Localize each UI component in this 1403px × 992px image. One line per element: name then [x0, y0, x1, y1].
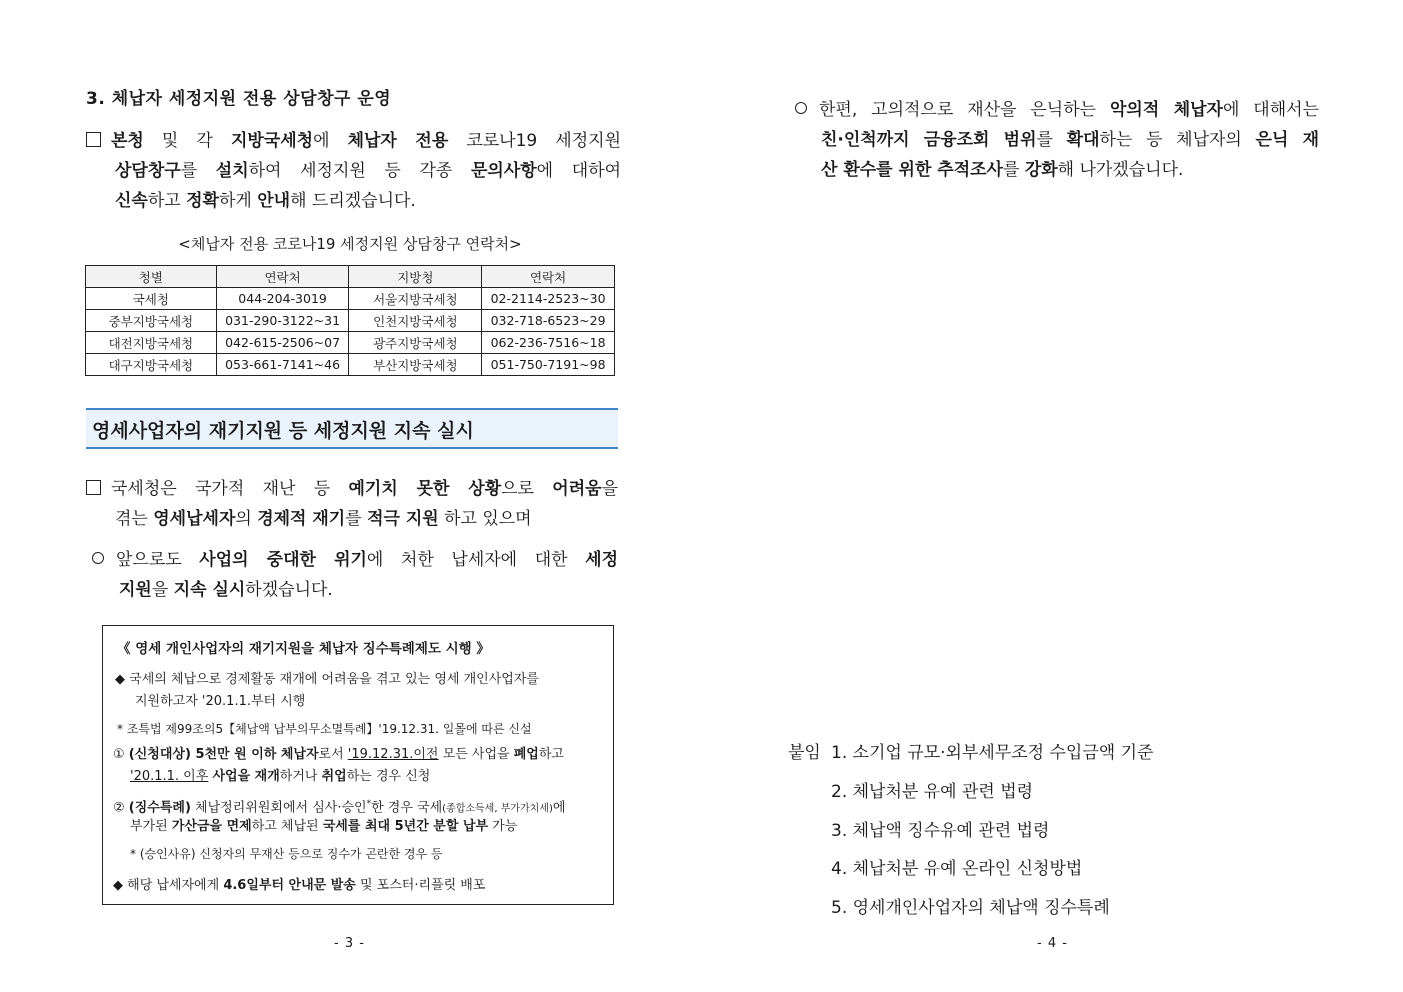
notice-bullet-1: ◆ 국세의 체납으로 경제활동 재개에 어려움을 겪고 있는 영세 개인사업자를 [115, 672, 539, 687]
table-cell: 032-718-6523~29 [482, 310, 615, 332]
paragraph-continue: 앞으로도 사업의 중대한 위기에 처한 납세자에 대한 세정 지원을 지속 실시하겠습니다. [92, 545, 618, 605]
table-cell: 044-204-3019 [216, 288, 349, 310]
table-cell: 031-290-3122~31 [216, 310, 349, 332]
table-header-row [86, 266, 615, 288]
table-cell: 국세청 [86, 288, 217, 310]
notice-bullet-1-cont: 지원하고자 '20.1.1.부터 시행 [135, 694, 306, 709]
table-cell: 부산지방국세청 [349, 354, 482, 376]
checkbox-square-icon [86, 132, 101, 147]
table-caption: <체납자 전용 코로나19 세정지원 상담창구 연락처> [178, 235, 522, 253]
highlight-title: 영세사업자의 재기지원 등 세정지원 지속 실시 [92, 420, 474, 442]
table-cell: 서울지방국세청 [349, 288, 482, 310]
table-cell: 대전지방국세청 [86, 332, 217, 354]
notice-bullet-2: ◆ 해당 납세자에게 4.6일부터 안내문 발송 및 포스터·리플릿 배포 [113, 878, 486, 893]
table-header: 지방청 [349, 266, 482, 288]
notice-item-2: ② (징수특례) 체납정리위원회에서 심사·승인*한 경우 국세(종합소득세, 부가가치세)에 [113, 799, 566, 816]
attachment-label: 붙임 [788, 743, 821, 763]
checkbox-square-icon [86, 480, 101, 495]
page-number-4: - 4 - [1037, 936, 1068, 951]
table-cell: 02-2114-2523~30 [482, 288, 615, 310]
table-header: 연락처 [482, 266, 615, 288]
table-cell: 광주지방국세청 [349, 332, 482, 354]
paragraph-counseling: 본청 및 각 지방국세청에 체납자 전용 코로나19 세정지원 상담창구를 설치하여 세정지원 등 각종 문의사항에 대하여 신속하고 정확하게 안내해 드리겠습니다. [86, 126, 621, 216]
page-number-3: - 3 - [334, 936, 365, 951]
table-cell: 인천지방국세청 [349, 310, 482, 332]
circle-bullet-icon [92, 552, 104, 564]
notice-item-1: ① (신청대상) 5천만 원 이하 체납자로서 '19.12.31.이전 모든 사업을 폐업하고 [113, 747, 564, 762]
contact-table [85, 265, 615, 376]
notice-footnote-1: * 조특법 제99조의5【체납액 납부의무소멸특례】'19.12.31. 일몰에 따른 신설 [117, 722, 532, 736]
attachment-item: 3. 체납액 징수유예 관련 법령 [831, 821, 1050, 841]
table-cell: 051-750-7191~98 [482, 354, 615, 376]
notice-box [102, 625, 614, 905]
paragraph-support: 국세청은 국가적 재난 등 예기치 못한 상황으로 어려움을 겪는 영세납세자의 경제적 재기를 적극 지원 하고 있으며 [86, 474, 618, 534]
table-row [86, 354, 615, 376]
section-3-title: 3. 체납자 세정지원 전용 상담창구 운영 [86, 89, 392, 109]
table-row [86, 310, 615, 332]
table-header: 연락처 [216, 266, 349, 288]
notice-title: 《 영세 개인사업자의 재기지원을 체납자 징수특례제도 시행 》 [117, 641, 490, 657]
table-row [86, 332, 615, 354]
attachment-item: 5. 영세개인사업자의 체납액 징수특례 [831, 898, 1110, 918]
table-cell: 대구지방국세청 [86, 354, 217, 376]
circle-bullet-icon [795, 102, 807, 114]
attachment-item: 2. 체납처분 유예 관련 법령 [831, 782, 1034, 802]
attachment-item: 4. 체납처분 유예 온라인 신청방법 [831, 859, 1083, 879]
paragraph-tracking: 한편, 고의적으로 재산을 은닉하는 악의적 체납자에 대해서는 친·인척까지 금융조회 범위를 확대하는 등 체납자의 은닉 재 산 환수를 위한 추적조사를 강화해 나가겠습니다. [795, 95, 1319, 185]
table-cell: 053-661-7141~46 [216, 354, 349, 376]
notice-item-1-cont: '20.1.1. 이후 사업을 재개하거나 취업하는 경우 신청 [130, 769, 431, 784]
table-cell: 042-615-2506~07 [216, 332, 349, 354]
table-cell: 중부지방국세청 [86, 310, 217, 332]
attachment-item: 1. 소기업 규모·외부세무조정 수입금액 기준 [831, 743, 1154, 763]
table-cell: 062-236-7516~18 [482, 332, 615, 354]
notice-footnote-2: * (승인사유) 신청자의 무재산 등으로 징수가 곤란한 경우 등 [130, 847, 443, 861]
table-header: 청별 [86, 266, 217, 288]
notice-item-2-cont: 부가된 가산금을 면제하고 체납된 국세를 최대 5년간 분할 납부 가능 [130, 819, 518, 834]
table-row [86, 288, 615, 310]
